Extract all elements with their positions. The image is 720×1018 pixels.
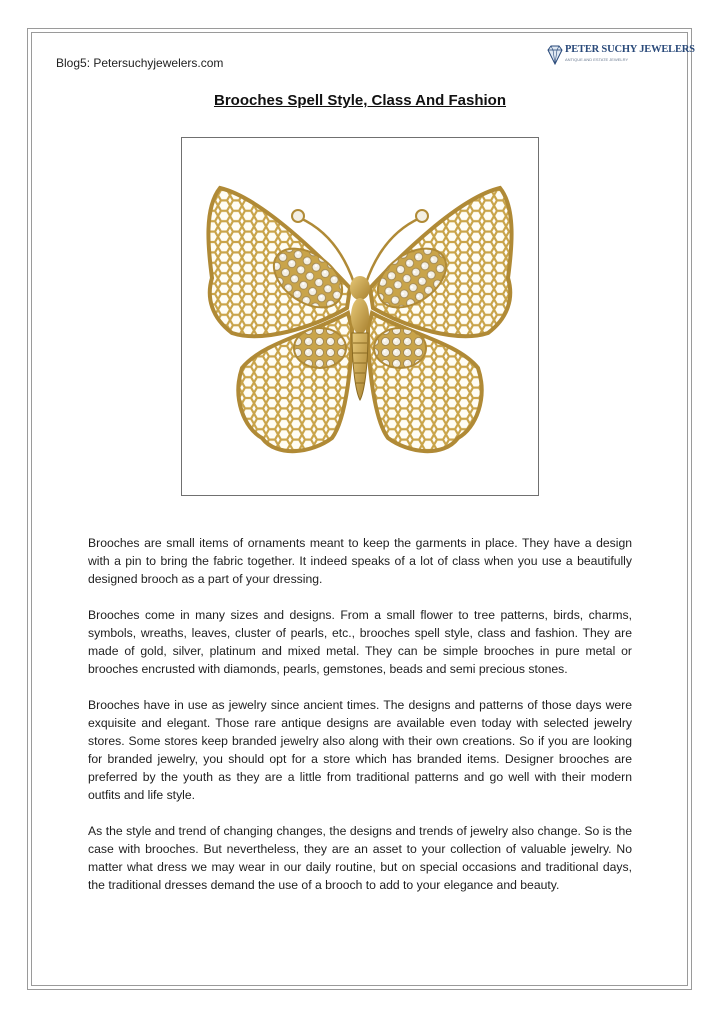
paragraph: Brooches come in many sizes and designs. From a small flower to tree patterns, birds, charms, symbols, wreaths, leaves, cluster of pearls, etc., brooches spell style, class and fashion. They are made of gold, silver, platinum and mixed metal. They can be simple brooches in pure metal or brooches encrusted with diamonds, pearls, gemstones, beads and semi precious stones. bbox=[88, 608, 632, 676]
company-logo bbox=[547, 42, 695, 70]
blog-label: Blog5: Petersuchyjewelers.com bbox=[56, 56, 224, 70]
paragraph: Brooches have in use as jewelry since ancient times. The designs and patterns of those days were exquisite and elegant. Those rare antique designs are available even today with selected jewelry stores. Some stores keep branded jewelry also along with their own creations. So if you are looking for branded jewelry, you should opt for a store which has branded items. Designer brooches are preferred by the youth as they are a little from traditional patterns and go well with their modern outfits and life style. bbox=[88, 698, 632, 802]
paragraph: Brooches are small items of ornaments meant to keep the garments in place. They have a design with a pin to bring the fabric together. It indeed speaks of a lot of class when you use a beautifully designed brooch as a part of your dressing. bbox=[88, 536, 632, 586]
butterfly-brooch-image bbox=[181, 137, 539, 496]
article-body bbox=[88, 534, 632, 912]
diamond-icon bbox=[547, 44, 563, 66]
logo-tagline: ANTIQUE AND ESTATE JEWELRY bbox=[565, 57, 629, 62]
page-title: Brooches Spell Style, Class And Fashion bbox=[213, 92, 507, 109]
paragraph: As the style and trend of changing changes, the designs and trends of jewelry also change. So is the case with brooches. But nevertheless, they are an asset to your collection of valuable jewelry. No matter what dress we may wear in our daily routine, but on special occasions and traditional days, the traditional dresses demand the use of a brooch to add to your elegance and beauty. bbox=[88, 824, 632, 892]
logo-name: PETER SUCHY JEWELERS bbox=[565, 44, 695, 55]
